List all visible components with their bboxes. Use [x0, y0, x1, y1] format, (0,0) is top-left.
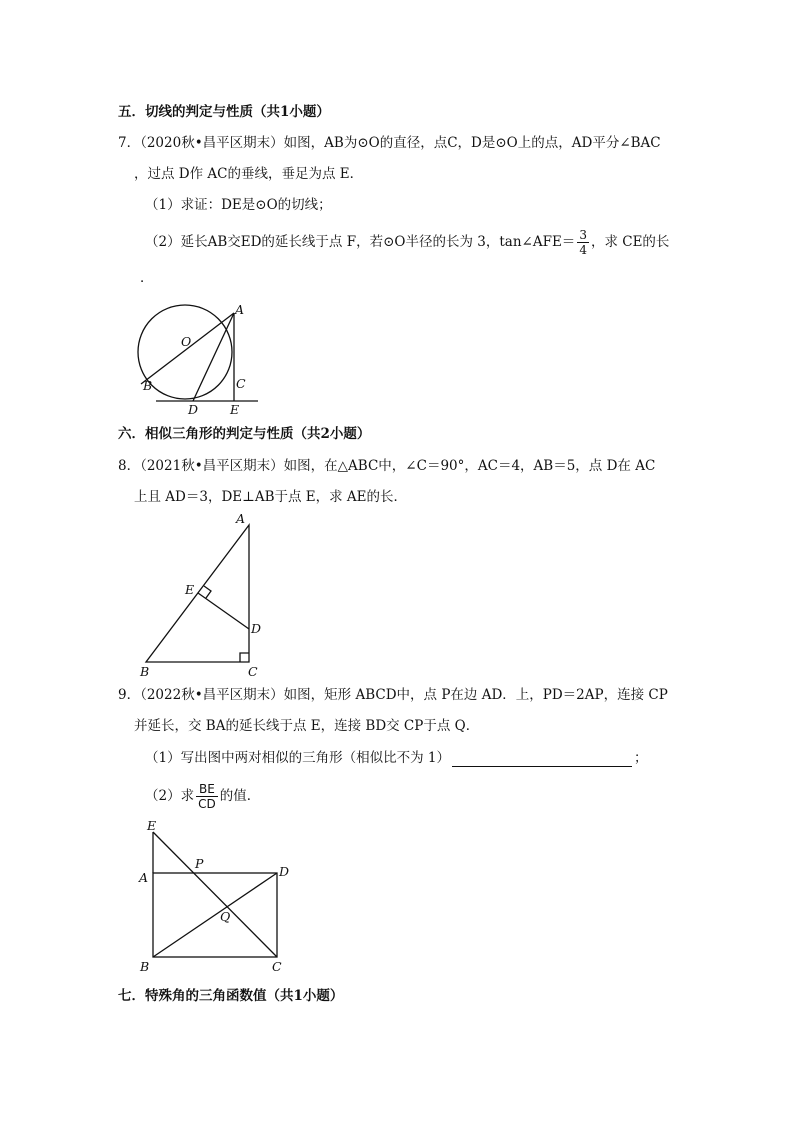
q8-right-angle-c [240, 653, 249, 662]
q7-stem-a: 如图，AB为⊙O的直径，点C，D是⊙O上的点，AD平分∠BAC [283, 135, 661, 151]
q8-figure [136, 508, 266, 680]
q8-triangle-abc [146, 525, 249, 662]
q8-stem-b: 上且 AD＝3，DE⊥AB于点 E，求 AE的长． [134, 489, 408, 505]
q8-line-1 [118, 457, 655, 475]
q7-number: 7． [118, 135, 141, 151]
q8-stem-a: 如图，在△ABC中，∠C＝90°，AC＝4，AB＝5，点 D在 AC [283, 458, 656, 474]
q7-figure [132, 292, 272, 420]
q9-part-2-a: （2）求 [145, 788, 195, 804]
q9-part-1-a: （1）写出图中两对相似的三角形（相似比不为 1） [145, 750, 450, 766]
q9-part-1 [145, 749, 647, 767]
q7-frac-num: 3 [579, 228, 587, 242]
q8-source: （2021秋•昌平区期末） [140, 458, 284, 474]
q9-line-1 [118, 686, 668, 704]
q9-part-2 [145, 782, 260, 811]
section-6-title: 六．相似三角形的判定与性质（共2小题） [118, 426, 371, 442]
q9-label-c: C [272, 959, 282, 974]
q9-fraction [196, 782, 218, 811]
q9-label-q: Q [220, 909, 231, 924]
q7-source: （2020秋•昌平区期末） [140, 135, 284, 151]
q8-label-d: D [251, 621, 262, 636]
q7-fraction [577, 228, 589, 257]
q9-label-a: A [139, 870, 149, 885]
q7-line-1 [118, 134, 661, 152]
q9-part-2-b: 的值． [219, 788, 261, 804]
section-7-title: 七．特殊角的三角函数值（共1小题） [118, 988, 344, 1004]
q9-stem-b: 并延长，交 BA的延长线于点 E，连接 BD交 CP于点 Q． [134, 718, 480, 734]
q7-part-1: （1）求证：DE是⊙O的切线； [145, 197, 332, 213]
q8-right-angle-e [204, 586, 211, 598]
q9-answer-blank[interactable] [452, 752, 632, 767]
q9-label-b: B [140, 959, 150, 974]
q7-label-b: B [143, 378, 153, 393]
q7-part-2-tail: ． [140, 270, 154, 286]
q7-part-2-a: （2）延长AB交ED的延长线于点 F，若⊙O半径的长为 3，tan∠AFE＝ [145, 234, 576, 250]
q8-label-a: A [236, 511, 246, 526]
q7-part-2-b: ，求 CE的长 [590, 234, 670, 250]
q8-segment-de [198, 593, 249, 629]
q8-number: 8． [118, 458, 141, 474]
q9-label-d: D [279, 864, 290, 879]
section-5-title: 五．切线的判定与性质（共1小题） [118, 104, 330, 120]
q9-part-1-b: ； [633, 750, 648, 766]
q9-label-p: P [195, 856, 204, 871]
q9-source: （2022秋•昌平区期末） [140, 687, 284, 703]
q9-label-e: E [147, 818, 157, 833]
q7-label-e: E [230, 402, 240, 417]
q7-stem-b: ，过点 D作 AC的垂线，垂足为点 E． [134, 166, 364, 182]
q9-diagonal-bd [153, 873, 277, 957]
q9-stem-a: 如图，矩形 ABCD中，点 P在边 AD．上，PD＝2AP，连接 CP [283, 687, 668, 703]
q7-chord-ad [193, 313, 234, 401]
q8-label-c: C [248, 664, 258, 679]
q8-label-b: B [140, 664, 150, 679]
q7-label-a: A [235, 302, 245, 317]
q7-frac-den: 4 [579, 243, 587, 257]
q9-figure [134, 816, 294, 976]
q7-label-c: C [236, 376, 246, 391]
q7-label-d: D [188, 402, 199, 417]
q8-label-e: E [185, 582, 195, 597]
q9-frac-num: BE [196, 782, 218, 797]
q9-frac-den: CD [198, 797, 216, 811]
q7-part-2 [145, 228, 669, 257]
q7-label-o: O [181, 334, 192, 349]
q9-number: 9． [118, 687, 141, 703]
q9-line-ec [153, 832, 277, 957]
